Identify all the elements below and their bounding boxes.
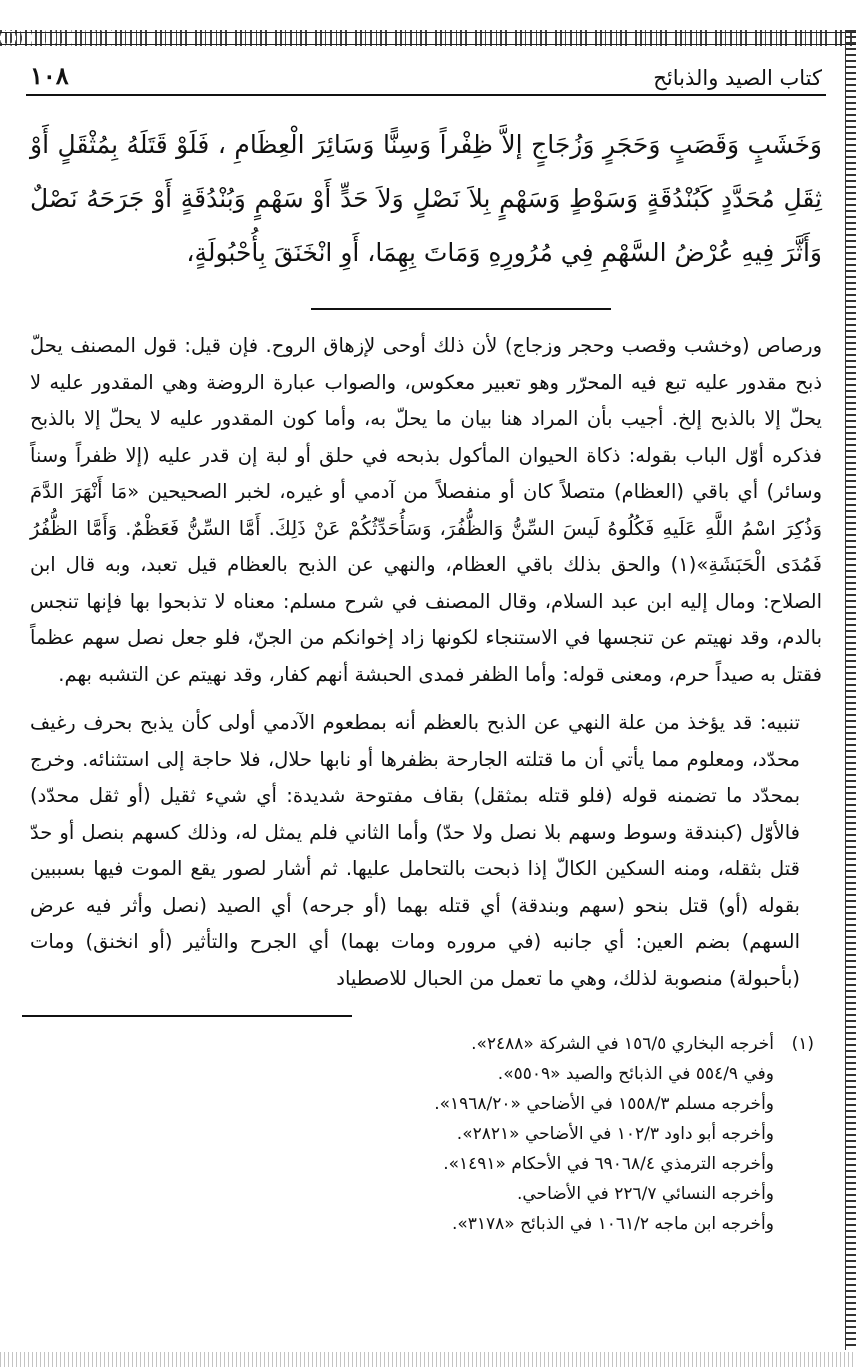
footnotes <box>26 1029 826 1239</box>
page-header <box>26 52 826 96</box>
commentary-paragraph-1: ورصاص (وخشب وقصب وحجر وزجاج) لأن ذلك أوحى لإزهاق الروح. فإن قيل: قول المصنف يحلّ ذبح مقدور عليه تبع فيه المحرّر وهو تعبير معكوس، والصواب عبارة الروضة وهي المقدور عليه لا يحلّ إلا بالذبح إلخ. أجيب بأن المراد هنا بيان ما يحلّ به، وأما كون المقدور عليه لا يحلّ إلا بالذبح فذكره أوّل الباب بقوله: ذكاة الحيوان المأكول بذبحه في حلق أو لبة إن قدر عليه (إلا ظفراً وسناً وسائر) أي باقي (العظام) متصلاً كان أو منفصلاً من آدمي أو غيره، لخبر الصحيحين «مَا أَنْهَرَ الدَّمَ وَذُكِرَ اسْمُ اللَّهِ عَلَيهِ فَكُلُوهُ لَيسَ السِّنُّ وَالظُّفُرَ، وَسَأُحَدِّثُكُمْ عَنْ ذَلِكَ. أَمَّا السِّنُّ فَعَظْمٌ. وَأَمَّا الظُّفُرُ فَمُدَى الْحَبَشَةِ»(١) والحق بذلك باقي العظام، والنهي عن الذبح بالعظام قيل تعبد، وبه قال ابن الصلاح: ومال إليه ابن عبد السلام، وقال المصنف في شرح مسلم: معناه لا تذبحوا بها فإنها تنجس بالدم، وقد نهيتم عن تنجسها في الاستنجاء لكونها زاد إخوانكم من الجنّ، فلو جعل نصل سهم عظماً فقتل به صيداً حرم، ومعنى قوله: وأما الظفر فمدى الحبشة أنهم كفار، وقد نهيتم عن التشبه بهم. <box>30 334 822 686</box>
footnote-marker: (١) <box>791 1034 814 1054</box>
footnote-line: وأخرجه أبو داود ١٠٢/٣ في الأضاحي «٢٨٢١». <box>456 1124 774 1144</box>
footnote-line: وأخرجه ابن ماجه ١٠٦١/٢ في الذبائح «٣١٧٨». <box>451 1214 774 1234</box>
matn-text: وَخَشَبٍ وَقَصَبٍ وَحَجَرٍ وَزُجَاجٍ إلاَّ ظِفْراً وَسِنًّا وَسَائِرَ الْعِظَامِ ، فَلَوْ قَتَلَهُ بِمُثْقَلٍ أَوْ ثِقَلِ مُحَدَّدٍ كَبُنْدُقَةٍ وَسَوْطٍ وَسَهْمٍ بِلاَ نَصْلٍ وَلاَ حَدٍّ أَوْ سَهْمٍ وَبُنْدُقَةٍ أَوْ جَرَحَهُ نَصْلٌ وَأَثَّرَ فِيهِ عُرْضُ السَّهْمِ فِي مُرُورِهِ وَمَاتَ بِهِمَا، أَوِ انْخَنَقَ بِأُحْبُولَةٍ، <box>30 130 822 267</box>
footnote-line: وأخرجه مسلم ١٥٥٨/٣ في الأضاحي «١٩٦٨/٢٠». <box>434 1094 774 1114</box>
ornamental-border-bottom <box>0 1352 856 1367</box>
footnote-line: أخرجه البخاري ١٥٦/٥ في الشركة «٢٤٨٨». <box>471 1034 774 1054</box>
ornamental-border-top-inner <box>0 44 856 45</box>
commentary <box>26 328 826 997</box>
footnote-line: وفي ٥٥٤/٩ في الذبائح والصيد «٥٥٠٩». <box>497 1064 774 1084</box>
footnote-divider <box>22 1015 352 1017</box>
commentary-paragraph-2: تنبيه: قد يؤخذ من علة النهي عن الذبح بالعظم أنه بمطعوم الآدمي أولى كأن يذبح بحرف رغيف محدّد، ومعلوم مما يأتي أن ما قتلته الجارحة بظفرها أو نابها حلال، فلا حاجة إلى استثنائه. وخرج بمحدّد ما تضمنه قوله (فلو قتله بمثقل) بقاف مفتوحة شديدة: أي شيء ثقيل (أو ثقل محدّد) فالأوّل (كبندقة وسوط وسهم بلا نصل ولا حدّ) وأما الثاني فلم يمثل له، وذلك كسهم بنصل أو حدّ قتل بثقله، ومنه السكين الكالّ إذا ذبحت بالتحامل عليها. ثم أشار لصور يقع الموت فيها بسببين بقوله (أو) قتل بنحو (سهم وبندقة) أي قتله بهما (أو جرحه) أي الصيد (نصل وأثر فيه عرض السهم) بضم العين: أي جانبه (في مروره ومات بهما) أي الجرح والتأثير (أو انخنق) ومات (بأحبولة) منصوبة لذلك، وهي ما تعمل من الحبال للاصطياد <box>30 711 800 990</box>
matn-divider <box>311 308 611 310</box>
page <box>26 52 826 1239</box>
page-number: ١٠٨ <box>30 61 69 90</box>
footnote-line: وأخرجه النسائي ٢٢٦/٧ في الأضاحي. <box>516 1184 774 1204</box>
ornamental-border-right <box>846 30 856 1350</box>
footnote-line: وأخرجه الترمذي ٦٩٠٦٨/٤ في الأحكام «١٤٩١». <box>443 1154 774 1174</box>
running-title: كتاب الصيد والذبائح <box>653 66 822 90</box>
footnote-1 <box>26 1029 814 1059</box>
